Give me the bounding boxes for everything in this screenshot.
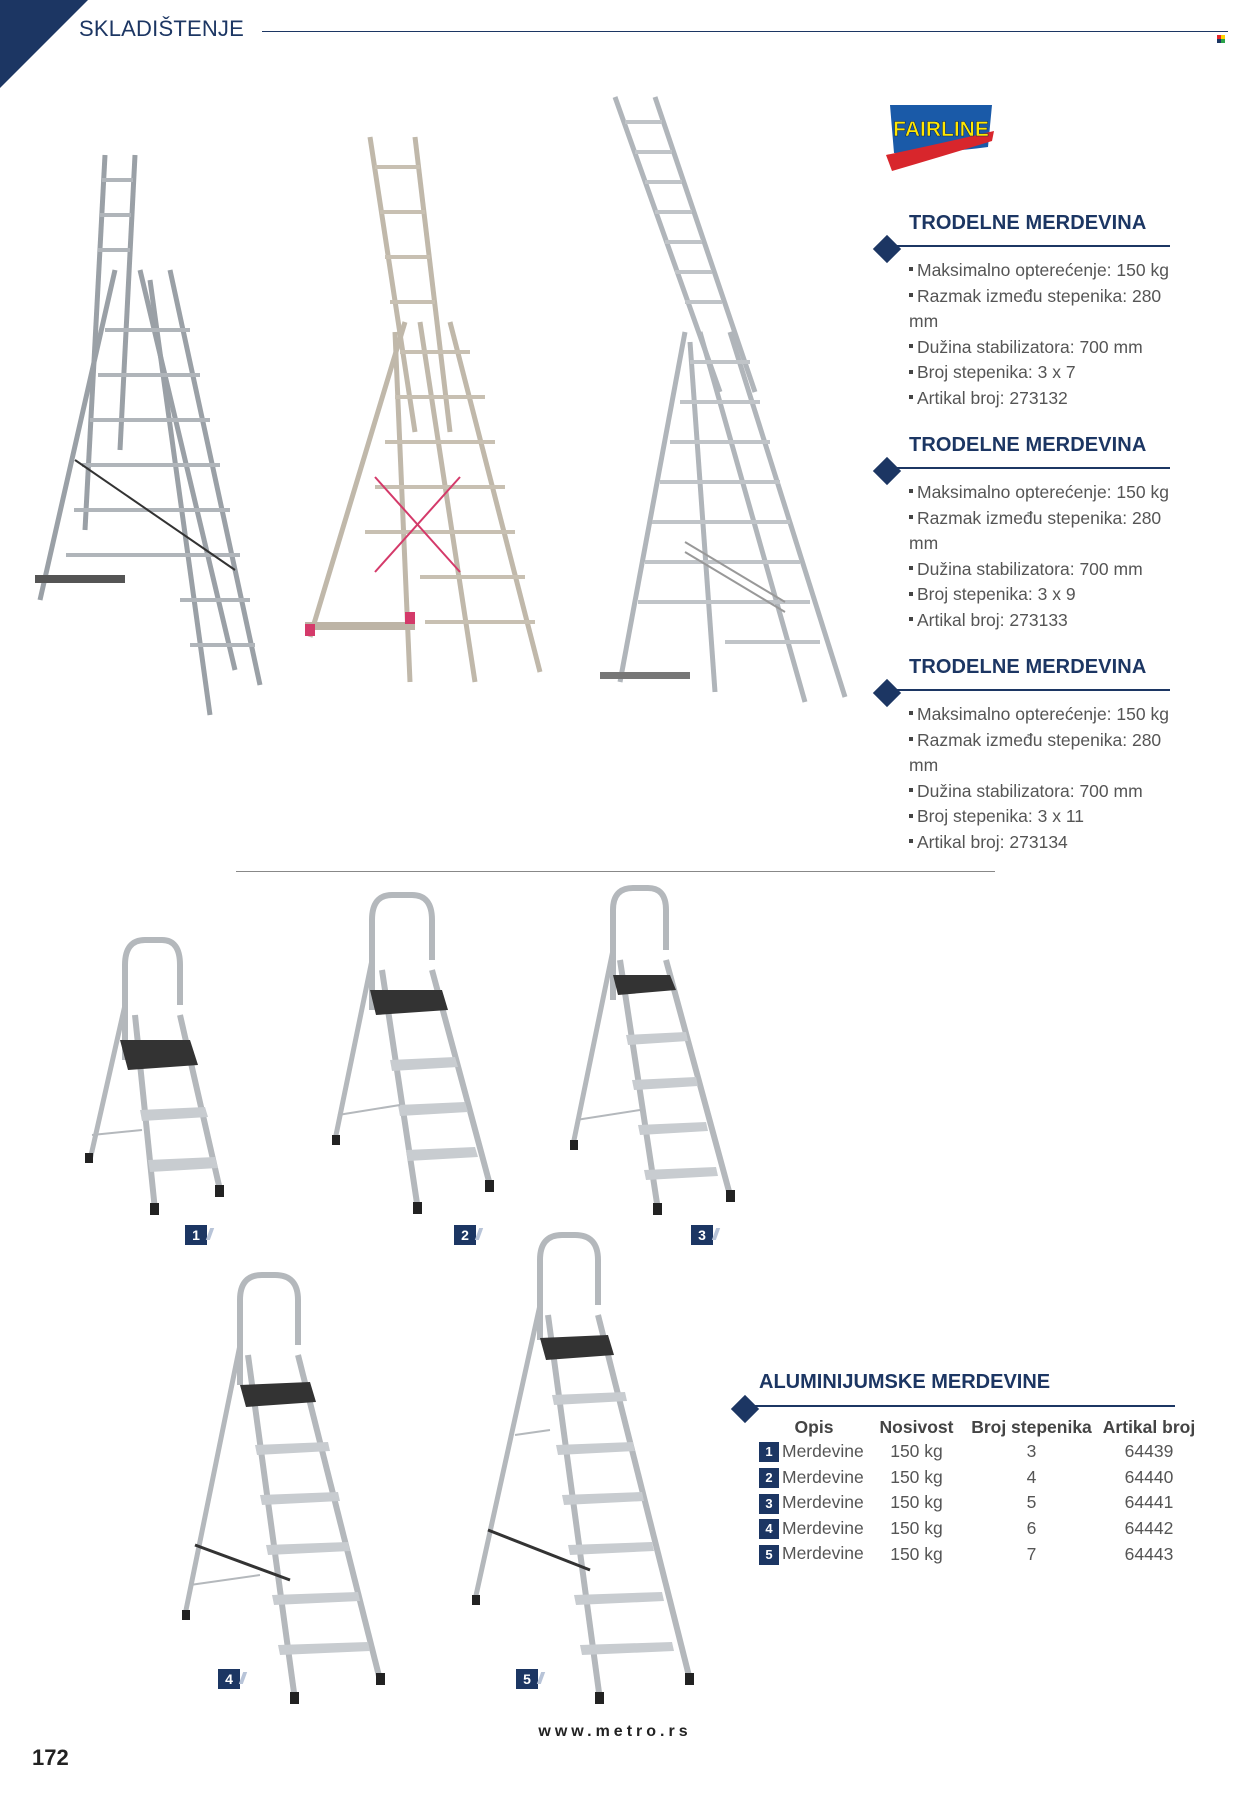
brand-logo-text: FAIRLINE [893,118,989,141]
spec-item: Maksimalno opterećenje: 150 kg [909,480,1180,506]
spec-list [909,480,1180,634]
product-block-1 [880,212,1180,408]
spec-item: Broj stepenika: 3 x 9 [909,582,1180,608]
row-number-badge: 2 [759,1468,779,1488]
load-cell: 150 kg [890,1466,943,1487]
article-cell: 64443 [1124,1543,1174,1564]
table-row [759,1541,1199,1567]
desc-text: Merdevine [782,1543,864,1564]
load-cell: 150 kg [890,1543,943,1564]
desc-cell [759,1516,869,1542]
ladder-badge-1: 1 [185,1225,207,1245]
spec-item: Dužina stabilizatora: 700 mm [909,335,1180,361]
diamond-bullet-icon [873,679,901,707]
desc-cell [759,1541,869,1567]
product-title: TRODELNE MERDEVINA [909,656,1147,678]
diamond-bullet-icon [731,1395,759,1423]
header-rule [262,31,1228,32]
desc-cell [759,1439,869,1465]
fairline-logo [884,103,998,175]
table-row [759,1516,1199,1542]
table-title: ALUMINIJUMSKE MERDEVINE [759,1371,1051,1393]
steps-cell: 7 [1026,1543,1037,1564]
step-ladder-image-3 [568,885,738,1220]
ladder-image-3 [590,92,850,712]
desc-cell [759,1465,869,1491]
product-title: TRODELNE MERDEVINA [909,212,1147,234]
table-row [759,1490,1199,1516]
steps-cell: 4 [1026,1466,1037,1487]
spec-item: Artikal broj: 273132 [909,386,1180,412]
step-ladder-image-2 [330,890,500,1220]
title-rule [750,1405,1175,1407]
diamond-bullet-icon [873,457,901,485]
spec-item: Broj stepenika: 3 x 7 [909,360,1180,386]
corner-triangle [0,0,88,88]
row-number-badge: 4 [759,1519,779,1539]
spec-item: Razmak između stepenika: 280 mm [909,284,1180,335]
product-title: TRODELNE MERDEVINA [909,434,1147,456]
spec-item: Artikal broj: 273134 [909,830,1180,856]
title-rule [895,467,1170,469]
column-header-artikal-broj: Artikal broj [1102,1416,1196,1437]
spec-item: Maksimalno opterećenje: 150 kg [909,258,1180,284]
load-cell: 150 kg [890,1518,943,1539]
title-rule [895,245,1170,247]
desc-text: Merdevine [782,1492,864,1513]
section-title: SKLADIŠTENJE [79,16,245,41]
column-header-opis: Opis [794,1416,834,1437]
column-header-broj-stepenika: Broj stepenika [971,1416,1092,1437]
spec-item: Razmak između stepenika: 280 mm [909,728,1180,779]
spec-item: Dužina stabilizatora: 700 mm [909,557,1180,583]
spec-list [909,702,1180,856]
load-cell: 150 kg [890,1441,943,1462]
ladder-badge-3: 3 [691,1225,713,1245]
row-number-badge: 3 [759,1494,779,1514]
column-header-nosivost: Nosivost [879,1416,954,1437]
ladder-badge-5: 5 [516,1669,538,1689]
load-cell: 150 kg [890,1492,943,1513]
product-block-2 [880,434,1180,630]
diamond-bullet-icon [873,235,901,263]
desc-text: Merdevine [782,1517,864,1538]
website-link[interactable]: www.metro.rs [538,1723,692,1740]
spec-item: Dužina stabilizatora: 700 mm [909,779,1180,805]
steps-cell: 5 [1026,1492,1037,1513]
page-number: 172 [32,1745,69,1770]
steps-cell: 6 [1026,1518,1037,1539]
article-cell: 64441 [1124,1492,1174,1513]
desc-text: Merdevine [782,1466,864,1487]
table-header-row [759,1413,1199,1439]
spec-item: Broj stepenika: 3 x 11 [909,804,1180,830]
specs-table [759,1413,1199,1567]
divider [236,871,995,872]
desc-cell [759,1490,869,1516]
row-number-badge: 5 [759,1545,779,1565]
article-cell: 64439 [1124,1441,1174,1462]
table-row [759,1439,1199,1465]
title-rule [895,689,1170,691]
ladder-image-1 [30,150,270,720]
ladder-badge-4: 4 [218,1669,240,1689]
steps-cell: 3 [1026,1441,1037,1462]
desc-text: Merdevine [782,1441,864,1462]
step-ladder-image-5 [470,1230,700,1710]
step-ladder-image-1 [80,935,240,1220]
spec-list [909,258,1180,412]
product-block-3 [880,656,1180,852]
ladder-image-2 [300,132,550,692]
metro-mini-logo-icon [1217,35,1225,43]
spec-item: Maksimalno opterećenje: 150 kg [909,702,1180,728]
row-number-badge: 1 [759,1442,779,1462]
article-cell: 64442 [1124,1518,1174,1539]
ladder-badge-2: 2 [454,1225,476,1245]
spec-item: Artikal broj: 273133 [909,608,1180,634]
article-cell: 64440 [1124,1466,1174,1487]
spec-item: Razmak između stepenika: 280 mm [909,506,1180,557]
table-row [759,1465,1199,1491]
step-ladder-image-4 [180,1270,390,1710]
